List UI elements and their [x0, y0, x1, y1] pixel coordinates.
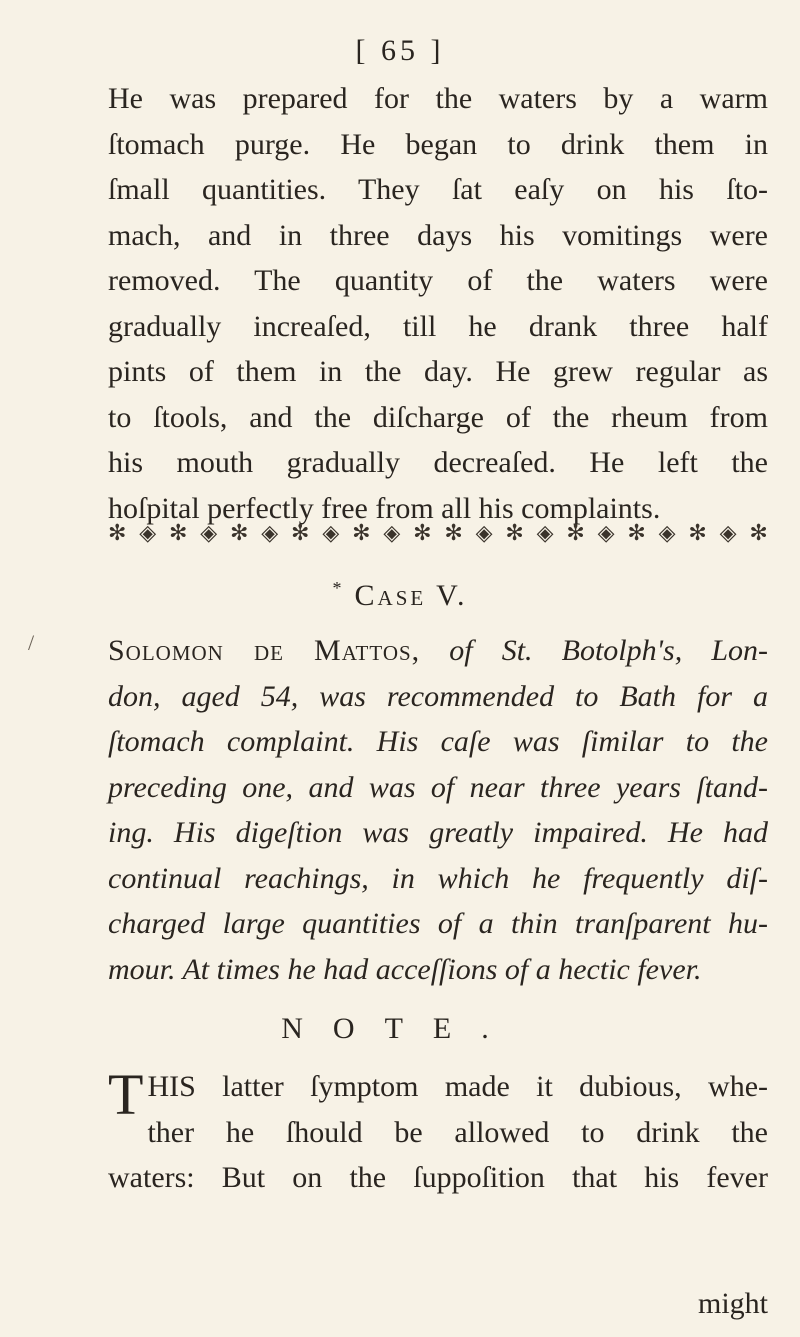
- star-ornament-icon: ✻: [352, 520, 371, 545]
- star-ornament-icon: ✻: [627, 520, 646, 545]
- diamond-ornament-icon: ◈: [536, 520, 554, 545]
- text-line: ſmall quantities. They ſat eaſy on his ſto-: [108, 173, 768, 206]
- text-line: charged large quantities of a thin tranſparent hu-: [108, 907, 768, 940]
- star-ornament-icon: ✻: [444, 520, 463, 545]
- text-line: ſtomach complaint. His caſe was ſimilar to the: [108, 725, 768, 758]
- text-line: his mouth gradually decreaſed. He left the: [108, 446, 768, 479]
- margin-mark: /: [28, 630, 35, 655]
- diamond-ornament-icon: ◈: [200, 520, 218, 545]
- text-line: ing. His digeſtion was greatly impaired. He had: [108, 816, 768, 849]
- decorative-ornament-rule: [108, 515, 768, 551]
- diamond-ornament-icon: ◈: [383, 520, 401, 545]
- text-line: mour. At times he had acceſſions of a hectic fever.: [108, 952, 702, 986]
- diamond-ornament-icon: ◈: [658, 520, 676, 545]
- text-line: mach, and in three days his vomitings were: [108, 218, 768, 252]
- page-number: [ 65 ]: [355, 34, 445, 67]
- text-line: ther he ſhould be allowed to drink the: [147, 1115, 768, 1149]
- star-ornament-icon: ✻: [291, 520, 310, 545]
- paragraph-case-description: [108, 628, 768, 992]
- text-line: removed. The quantity of the waters were: [108, 264, 768, 297]
- text-line: hoſpital perfectly free from all his complaints.: [108, 491, 661, 525]
- star-ornament-icon: ✻: [108, 520, 127, 545]
- star-ornament-icon: ✻: [749, 520, 768, 545]
- text-line: continual reachings, in which he frequently diſ-: [108, 861, 768, 895]
- diamond-ornament-icon: ◈: [139, 520, 157, 545]
- case-heading: [0, 578, 800, 613]
- diamond-ornament-icon: ◈: [719, 520, 737, 545]
- text-line: He was prepared for the waters by a warm: [108, 82, 768, 115]
- drop-cap: T: [108, 1062, 144, 1127]
- star-ornament-icon: ✻: [230, 520, 249, 545]
- paragraph-recovery: [108, 76, 768, 531]
- star-ornament-icon: ✻: [505, 520, 524, 545]
- paragraph-note: [108, 1064, 768, 1201]
- asterisk-mark: *: [332, 578, 345, 598]
- star-ornament-icon: ✻: [169, 520, 188, 545]
- catchword: might: [697, 1287, 768, 1320]
- text-line: don, aged 54, was recommended to Bath for a: [108, 679, 768, 713]
- diamond-ornament-icon: ◈: [261, 520, 279, 545]
- text-line: pints of them in the day. He grew regular as: [108, 355, 768, 388]
- case-heading-label: Case V.: [354, 579, 468, 612]
- text-line: gradually increaſed, till he drank three half: [108, 309, 768, 343]
- star-ornament-icon: ✻: [566, 520, 585, 545]
- diamond-ornament-icon: ◈: [322, 520, 340, 545]
- text-line: HIS latter ſymptom made it dubious, whe-: [147, 1070, 768, 1103]
- diamond-ornament-icon: ◈: [597, 520, 615, 545]
- text-line: ſtomach purge. He began to drink them in: [108, 127, 768, 161]
- star-ornament-icon: ✻: [413, 520, 432, 545]
- note-heading: NOTE.: [281, 1012, 519, 1045]
- text-line: to ſtools, and the diſcharge of the rheum from: [108, 400, 768, 434]
- diamond-ornament-icon: ◈: [475, 520, 493, 545]
- star-ornament-icon: ✻: [688, 520, 707, 545]
- text-fragment: of St. Botolph's, Lon-: [420, 634, 768, 667]
- text-line: waters: But on the ſuppoſition that his fever: [108, 1161, 768, 1194]
- patient-name: Solomon de Mattos,: [108, 634, 421, 667]
- text-line: preceding one, and was of near three years ſtand-: [108, 770, 768, 804]
- text-line: [108, 628, 768, 674]
